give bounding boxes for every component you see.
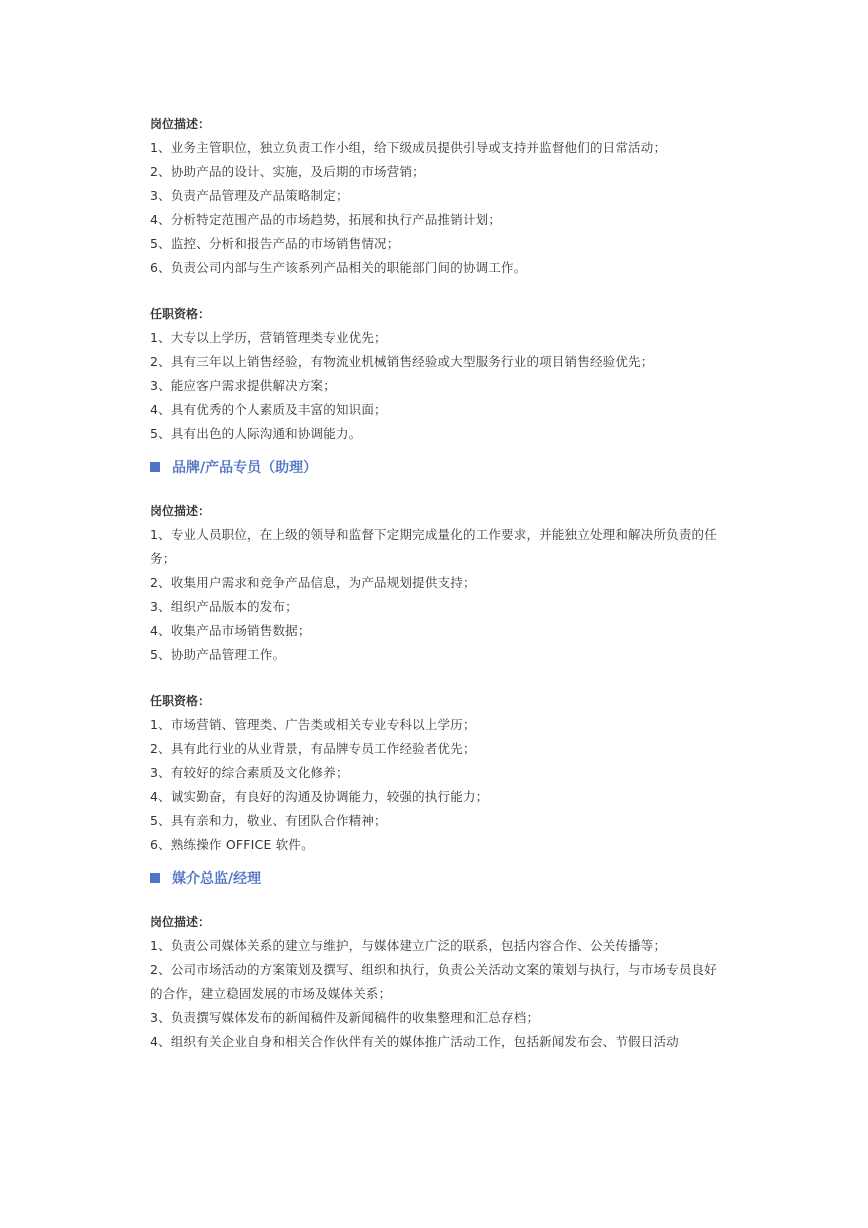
list-item: 2、具有此行业的从业背景，有品牌专员工作经验者优先； bbox=[150, 741, 476, 756]
list-item: 3、负责产品管理及产品策略制定； bbox=[150, 188, 349, 203]
list-item: 2、收集用户需求和竞争产品信息，为产品规划提供支持； bbox=[150, 575, 476, 590]
list-item: 5、具有亲和力，敬业、有团队合作精神； bbox=[150, 813, 387, 828]
section-heading bbox=[150, 866, 720, 890]
list-item: 4、诚实勤奋，有良好的沟通及协调能力，较强的执行能力； bbox=[150, 789, 489, 804]
list-item: 6、熟练操作 OFFICE 软件。 bbox=[150, 837, 314, 852]
list-item: 3、负责撰写媒体发布的新闻稿件及新闻稿件的收集整理和汇总存档； bbox=[150, 1010, 540, 1025]
list-item: 1、大专以上学历，营销管理类专业优先； bbox=[150, 330, 387, 345]
spacer bbox=[150, 667, 720, 689]
section-title: 品牌/产品专员（助理） bbox=[172, 460, 318, 476]
list-item: 5、具有出色的人际沟通和协调能力。 bbox=[150, 426, 362, 441]
section-media-director bbox=[150, 866, 720, 1054]
block-label-duties: 岗位描述： bbox=[150, 915, 211, 929]
list-item: 1、市场营销、管理类、广告类或相关专业专科以上学历； bbox=[150, 717, 476, 732]
section-heading bbox=[150, 455, 720, 479]
block-label-duties: 岗位描述： bbox=[150, 504, 211, 518]
list-item: 4、收集产品市场销售数据； bbox=[150, 623, 311, 638]
square-bullet-icon bbox=[150, 462, 160, 472]
block-label-qualifications: 任职资格： bbox=[150, 307, 211, 321]
list-item: 1、负责公司媒体关系的建立与维护，与媒体建立广泛的联系，包括内容合作、公关传播等； bbox=[150, 938, 667, 953]
block-label-duties: 岗位描述： bbox=[150, 117, 211, 131]
list-item: 2、公司市场活动的方案策划及撰写、组织和执行，负责公关活动文案的策划与执行，与市场专员良好的合作，建立稳固发展的市场及媒体关系； bbox=[150, 962, 717, 1001]
list-item: 2、具有三年以上销售经验，有物流业机械销售经验或大型服务行业的项目销售经验优先； bbox=[150, 354, 654, 369]
list-item: 4、分析特定范围产品的市场趋势，拓展和执行产品推销计划； bbox=[150, 212, 502, 227]
document-page bbox=[150, 112, 720, 1054]
list-item: 3、能应客户需求提供解决方案； bbox=[150, 378, 336, 393]
spacer bbox=[150, 280, 720, 302]
block-label-qualifications: 任职资格： bbox=[150, 694, 211, 708]
list-item: 5、协助产品管理工作。 bbox=[150, 647, 286, 662]
list-item: 3、有较好的综合素质及文化修养； bbox=[150, 765, 349, 780]
list-item: 4、组织有关企业自身和相关合作伙伴有关的媒体推广活动工作，包括新闻发布会、节假日活动 bbox=[150, 1034, 679, 1049]
list-item: 6、负责公司内部与生产该系列产品相关的职能部门间的协调工作。 bbox=[150, 260, 527, 275]
list-item: 1、专业人员职位，在上级的领导和监督下定期完成量化的工作要求，并能独立处理和解决所负责的任务； bbox=[150, 527, 717, 566]
list-item: 1、业务主管职位，独立负责工作小组，给下级成员提供引导或支持并监督他们的日常活动； bbox=[150, 140, 667, 155]
list-item: 2、协助产品的设计、实施，及后期的市场营销； bbox=[150, 164, 425, 179]
section-title: 媒介总监/经理 bbox=[172, 871, 262, 887]
section-brand-specialist bbox=[150, 455, 720, 857]
section-product-manager-continued bbox=[150, 112, 720, 446]
square-bullet-icon bbox=[150, 873, 160, 883]
list-item: 5、监控、分析和报告产品的市场销售情况； bbox=[150, 236, 400, 251]
list-item: 3、组织产品版本的发布； bbox=[150, 599, 298, 614]
list-item: 4、具有优秀的个人素质及丰富的知识面； bbox=[150, 402, 387, 417]
